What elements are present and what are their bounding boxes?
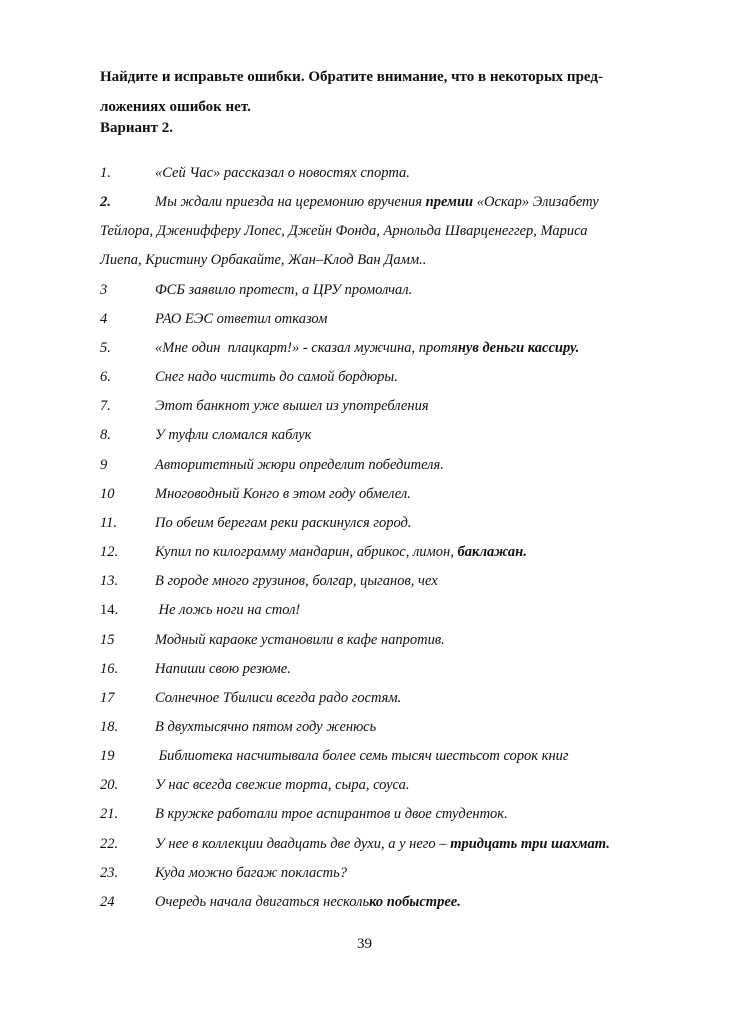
item-continuation-line: Тейлора, Дженифферу Лопес, Джейн Фонда, Арнольда Шварценеггер, Мариса [100,223,588,240]
text-segment: Авторитетный жюри определит победителя. [155,456,444,473]
text-segment: РАО ЕЭС ответил отказом [155,310,328,327]
text-segment: Напиши свою резюме. [155,660,291,677]
bold-segment: баклажан. [457,544,527,561]
item-text [155,771,409,800]
item-text [155,159,410,188]
item-number: 5. [100,339,111,356]
item-text [155,655,291,684]
item-text [155,800,508,829]
list-item [100,451,700,480]
item-number: 14. [100,602,119,619]
item-number: 4 [100,310,108,327]
item-text [155,859,347,888]
text-segment: В кружке работали трое аспирантов и двое студенток. [155,806,508,823]
item-text [155,713,376,742]
item-text [155,305,327,334]
list-item [100,655,700,684]
item-text [155,684,401,713]
page-number: 39 [357,936,372,952]
text-segment: У туфли сломался каблук [155,427,312,444]
item-number: 13. [100,573,119,590]
list-item [100,421,700,450]
text-segment: Библиотека насчитывала более семь тысяч шестьсот сорок книг [155,748,569,765]
list-item [100,276,700,305]
item-text [155,888,461,917]
item-number: 8. [100,427,111,444]
text-segment: В двухтысячно пятом году женюсь [155,718,377,735]
item-text [155,830,610,859]
item-number: 23. [100,864,119,881]
list-item [100,567,700,596]
item-number: 16. [100,660,119,677]
item-number: 21. [100,806,119,823]
text-segment: Солнечное Тбилиси всегда радо гостям. [155,689,402,706]
exercise-instructions [100,62,680,122]
item-text [155,480,411,509]
list-item [100,596,700,625]
variant-heading: Вариант 2. [100,120,174,136]
list-item [100,830,700,859]
list-item [100,392,700,421]
list-item [100,480,700,509]
text-segment: В городе много грузинов, болгар, цыганов, чех [155,573,438,590]
text-segment: «Мне один плацкарт!» - сказал мужчина, протя [155,339,458,356]
item-text [155,363,398,392]
text-segment: ФСБ заявило протест, а ЦРУ промолчал. [155,281,413,298]
instructions-line-1: Найдите и исправьте ошибки. Обратите внимание, что в некоторых пред- [100,69,603,85]
sentence-list [100,159,700,917]
item-text [155,596,300,625]
item-text [155,509,412,538]
item-text [155,538,527,567]
item-text [155,742,569,771]
text-segment: Мы ждали приезда на церемонию вручения [155,194,426,211]
item-text [155,334,579,363]
bold-segment: нув деньги кассиру. [457,339,580,356]
list-item [100,771,700,800]
item-number: 20. [100,777,119,794]
item-number: 18. [100,718,119,735]
list-item [100,684,700,713]
item-number: 3 [100,281,108,298]
list-item [100,800,700,829]
text-segment: У нас всегда свежие торта, сыра, соуса. [155,777,410,794]
item-number: 1. [100,165,111,181]
text-segment: По обеим берегам реки раскинулся город. [155,514,412,531]
list-item [100,713,700,742]
item-number: 22. [100,835,119,852]
text-segment: Снег надо чистить до самой бордюры. [155,369,398,386]
item-text [155,392,429,421]
list-item [100,538,700,567]
bold-segment: премии [425,194,474,211]
text-segment: «Оскар» Элизабету [473,194,599,211]
list-item [100,626,700,655]
item-number: 9 [100,456,108,473]
item-text [155,567,438,596]
item-number: 7. [100,398,111,415]
item-number: 19 [100,748,115,765]
list-item [100,742,700,771]
item-text [155,451,444,480]
list-item [100,188,700,217]
item-text [155,276,412,305]
text-segment: «Сей Час» рассказал о новостях спорта. [155,165,410,181]
text-segment: Многоводный Конго в этом году обмелел. [155,485,411,502]
list-item [100,859,700,888]
item-number: 17 [100,689,115,706]
instructions-line-2: ложениях ошибок нет. [100,99,251,115]
text-segment: Куда можно багаж покласть? [155,864,347,881]
text-segment: Очередь начала двигаться несколь [155,893,370,910]
list-item [100,888,700,917]
item-number: 2. [100,194,111,211]
bold-segment: ко побыстрее. [369,893,461,910]
text-segment: Этот банкнот уже вышел из употребления [155,398,429,415]
item-text [155,626,445,655]
list-item [100,305,700,334]
list-item [100,159,700,188]
item-number: 24 [100,893,115,910]
item-number: 15 [100,631,115,648]
text-segment: Не ложь ноги на стол! [155,602,301,619]
list-item [100,509,700,538]
item-number: 12. [100,544,119,561]
list-item [100,334,700,363]
text-segment: Купил по килограмму мандарин, абрикос, лимон, [155,544,458,561]
item-number: 11. [100,514,118,531]
item-number: 6. [100,369,111,386]
bold-segment: тридцать три шахмат. [450,835,610,852]
item-text [155,188,599,217]
text-segment: Модный караоке установили в кафе напротив. [155,631,445,648]
list-item [100,363,700,392]
item-text [155,421,311,450]
item-number: 10 [100,485,115,502]
item-continuation-line: Лиепа, Кристину Орбакайте, Жан–Клод Ван Дамм.. [100,252,427,269]
text-segment: У нее в коллекции двадцать две духи, а у него – [155,835,451,852]
